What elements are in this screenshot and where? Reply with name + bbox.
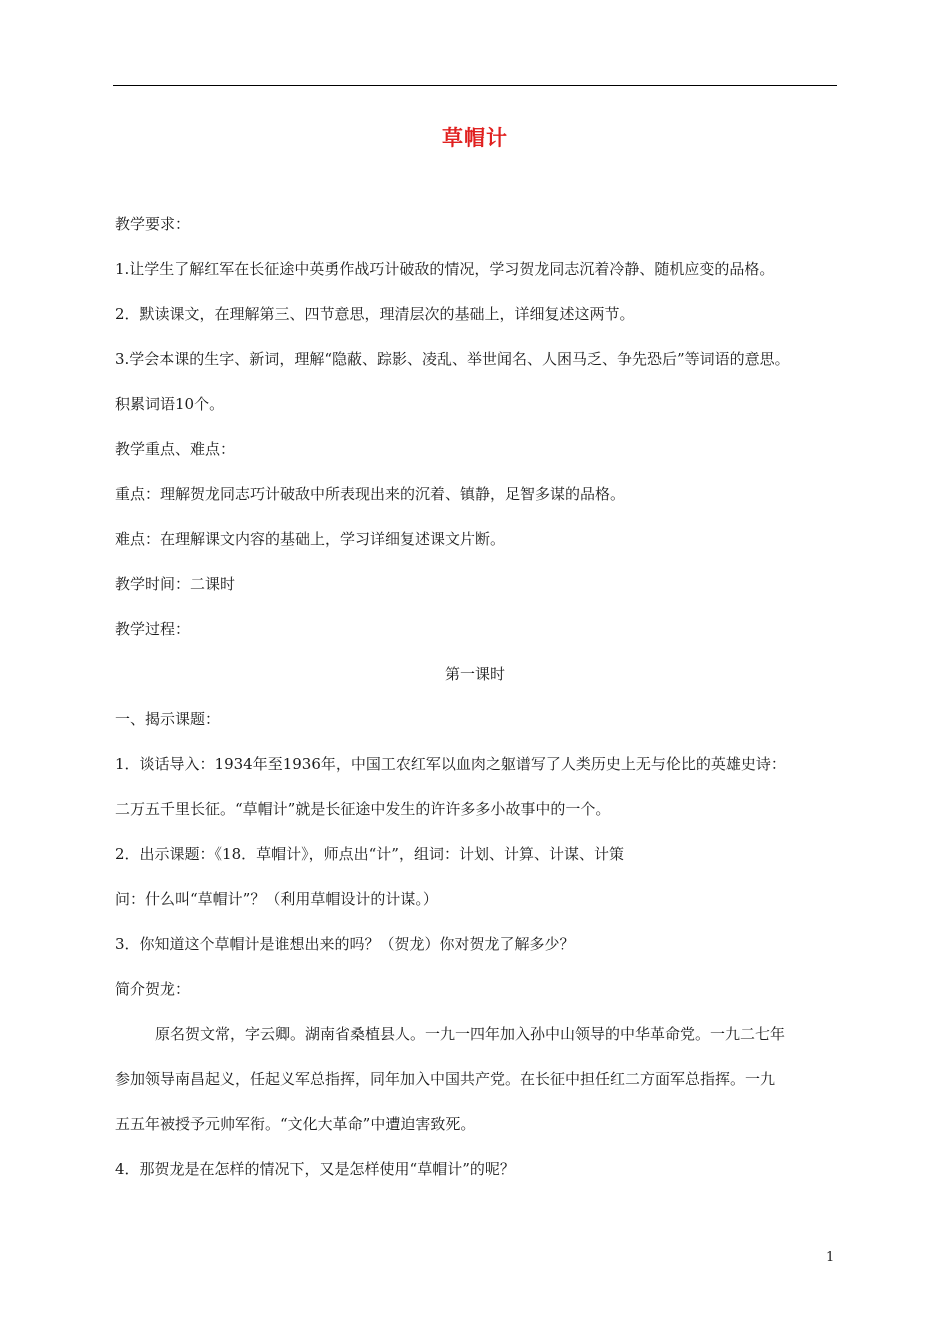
section-heading-requirements: 教学要求： xyxy=(115,215,191,233)
paragraph-line: 重点：理解贺龙同志巧计破敌中所表现出来的沉着、镇静，足智多谋的品格。 xyxy=(115,485,626,503)
paragraph-line: 1．谈话导入：1934年至1936年，中国工农红军以血肉之躯谱写了人类历史上无与伦比的英雄史诗： xyxy=(115,755,786,773)
paragraph-line: 教学时间：二课时 xyxy=(115,575,236,593)
paragraph-line: 3．你知道这个草帽计是谁想出来的吗？（贺龙）你对贺龙了解多少？ xyxy=(115,935,575,953)
section-heading-key-points: 教学重点、难点： xyxy=(115,440,236,458)
section-heading-topic: 一、揭示课题： xyxy=(115,710,221,728)
paragraph-line: 原名贺文常，字云卿。湖南省桑植县人。一九一四年加入孙中山领导的中华革命党。一九二七年 xyxy=(155,1025,786,1043)
document-title: 草帽计 xyxy=(442,126,508,150)
paragraph-line: 3.学会本课的生字、新词，理解“隐蔽、踪影、凌乱、举世闻名、人困马乏、争先恐后”等词语的意思。 xyxy=(115,350,790,368)
paragraph-line: 五五年被授予元帅军衔。“文化大革命”中遭迫害致死。 xyxy=(115,1115,476,1133)
paragraph-line: 1.让学生了解红军在长征途中英勇作战巧计破敌的情况，学习贺龙同志沉着冷静、随机应变的品格。 xyxy=(115,260,775,278)
header-rule xyxy=(113,85,837,86)
lesson-heading: 第一课时 xyxy=(444,665,505,683)
paragraph-line: 难点：在理解课文内容的基础上，学习详细复述课文片断。 xyxy=(115,530,506,548)
paragraph-line: 2．出示课题：《18．草帽计》，师点出“计”，组词：计划、计算、计谋、计策 xyxy=(115,845,624,863)
paragraph-line: 积累词语10个。 xyxy=(115,395,225,413)
page-number: 1 xyxy=(826,1250,835,1265)
paragraph-line: 4．那贺龙是在怎样的情况下，又是怎样使用“草帽计”的呢？ xyxy=(115,1160,515,1178)
paragraph-line: 参加领导南昌起义，任起义军总指挥，同年加入中国共产党。在长征中担任红二方面军总指挥。一九 xyxy=(115,1070,776,1088)
paragraph-line: 2．默读课文，在理解第三、四节意思，理清层次的基础上，详细复述这两节。 xyxy=(115,305,635,323)
section-heading-process: 教学过程： xyxy=(115,620,191,638)
paragraph-line: 问：什么叫“草帽计”？（利用草帽设计的计谋。） xyxy=(115,890,438,908)
paragraph-line: 二万五千里长征。“草帽计”就是长征途中发生的许许多多小故事中的一个。 xyxy=(115,800,611,818)
paragraph-line: 简介贺龙： xyxy=(115,980,191,998)
